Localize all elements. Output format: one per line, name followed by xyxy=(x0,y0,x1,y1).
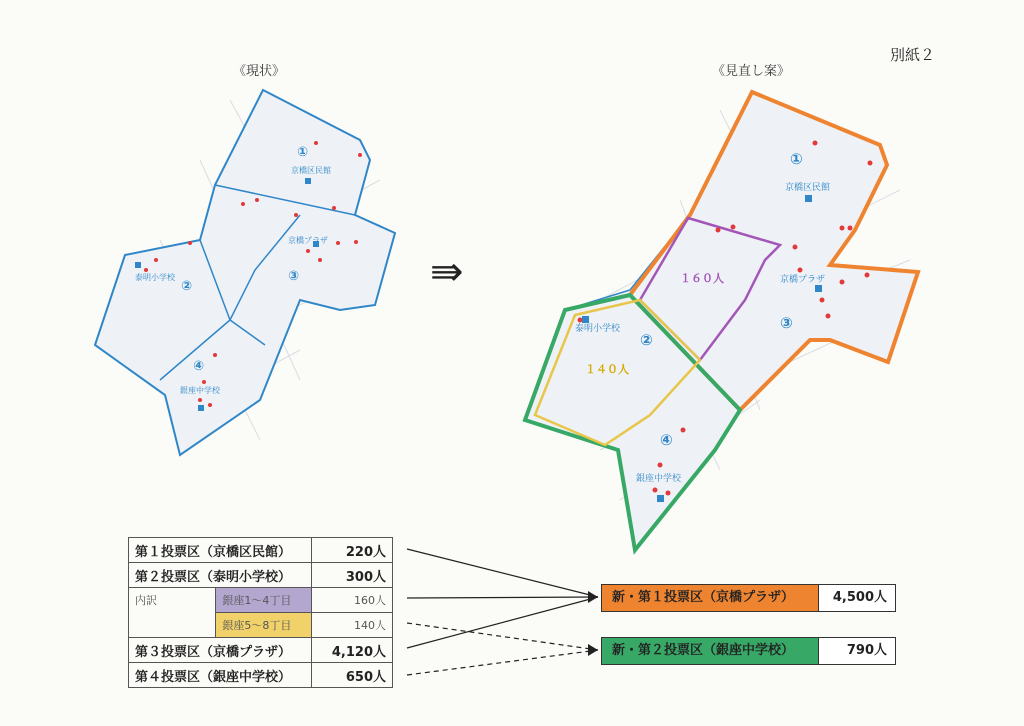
arrowhead-new1 xyxy=(588,591,598,603)
row2-value: 300人 xyxy=(312,563,393,588)
new-district-1-box xyxy=(601,584,896,612)
table-row xyxy=(129,663,393,688)
current-place-1: 京橋区民館 xyxy=(291,166,331,175)
new2-value: 790人 xyxy=(819,637,896,665)
row2-name: 第２投票区（泰明小学校） xyxy=(129,563,312,588)
current-district-table xyxy=(128,537,393,688)
sub1-value: 160人 xyxy=(312,588,393,613)
table-row xyxy=(129,613,393,638)
current-district-1: ① xyxy=(297,145,309,160)
current-district-4: ④ xyxy=(193,359,205,374)
current-district-2: ② xyxy=(181,279,193,294)
purple-area-label: １６０人 xyxy=(680,272,724,285)
table-row xyxy=(129,588,393,613)
current-place-4: 銀座中学校 xyxy=(180,386,220,395)
row4-name: 第４投票区（銀座中学校） xyxy=(129,663,312,688)
current-map-title: 《現状》 xyxy=(233,64,286,79)
connector-lines xyxy=(407,549,598,675)
proposal-district-4: ④ xyxy=(660,431,673,449)
proposal-place-3: 京橋プラザ xyxy=(780,275,826,285)
yellow-area-label: １４０人 xyxy=(585,363,629,376)
current-place-2: 泰明小学校 xyxy=(135,273,175,282)
current-map xyxy=(95,90,395,455)
current-place-3: 京橋プラザ xyxy=(288,236,328,245)
document-label: 別紙２ xyxy=(890,46,936,64)
sub2-value: 140人 xyxy=(312,613,393,638)
current-polling-marker-4 xyxy=(198,405,204,411)
table-row xyxy=(129,638,393,663)
sub2-name: 銀座5～8丁目 xyxy=(216,613,312,638)
new-district-2-box xyxy=(601,637,896,665)
row3-name: 第３投票区（京橋プラザ） xyxy=(129,638,312,663)
row4-value: 650人 xyxy=(312,663,393,688)
new1-value: 4,500人 xyxy=(819,584,896,612)
proposal-district-1: ① xyxy=(790,150,803,168)
proposal-polling-marker-3 xyxy=(815,285,822,292)
table-row xyxy=(129,538,393,563)
arrow-icon: ⇛ xyxy=(430,249,464,295)
row3-value: 4,120人 xyxy=(312,638,393,663)
row1-value: 220人 xyxy=(312,538,393,563)
proposal-polling-marker-1 xyxy=(805,195,812,202)
proposal-place-2: 泰明小学校 xyxy=(575,324,621,334)
new1-name: 新・第１投票区（京橋プラザ） xyxy=(601,584,819,612)
proposal-map xyxy=(525,92,918,550)
proposal-district-2: ② xyxy=(640,331,653,349)
proposal-polling-marker-2 xyxy=(582,316,589,323)
current-polling-marker-1 xyxy=(305,178,311,184)
new2-name: 新・第２投票区（銀座中学校） xyxy=(601,637,819,665)
table-row xyxy=(129,563,393,588)
breakdown-label: 内訳 xyxy=(129,588,216,613)
proposal-district-3: ③ xyxy=(780,314,793,332)
proposal-polling-marker-4 xyxy=(657,495,664,502)
proposal-map-title: 《見直し案》 xyxy=(712,64,791,79)
arrowhead-new2 xyxy=(588,644,598,656)
sub1-name: 銀座1～4丁目 xyxy=(216,588,312,613)
proposal-place-1: 京橋区民館 xyxy=(785,183,831,193)
row1-name: 第１投票区（京橋区民館） xyxy=(129,538,312,563)
proposal-place-4: 銀座中学校 xyxy=(636,474,682,484)
current-district-3: ③ xyxy=(288,269,300,284)
current-polling-marker-2 xyxy=(135,262,141,268)
